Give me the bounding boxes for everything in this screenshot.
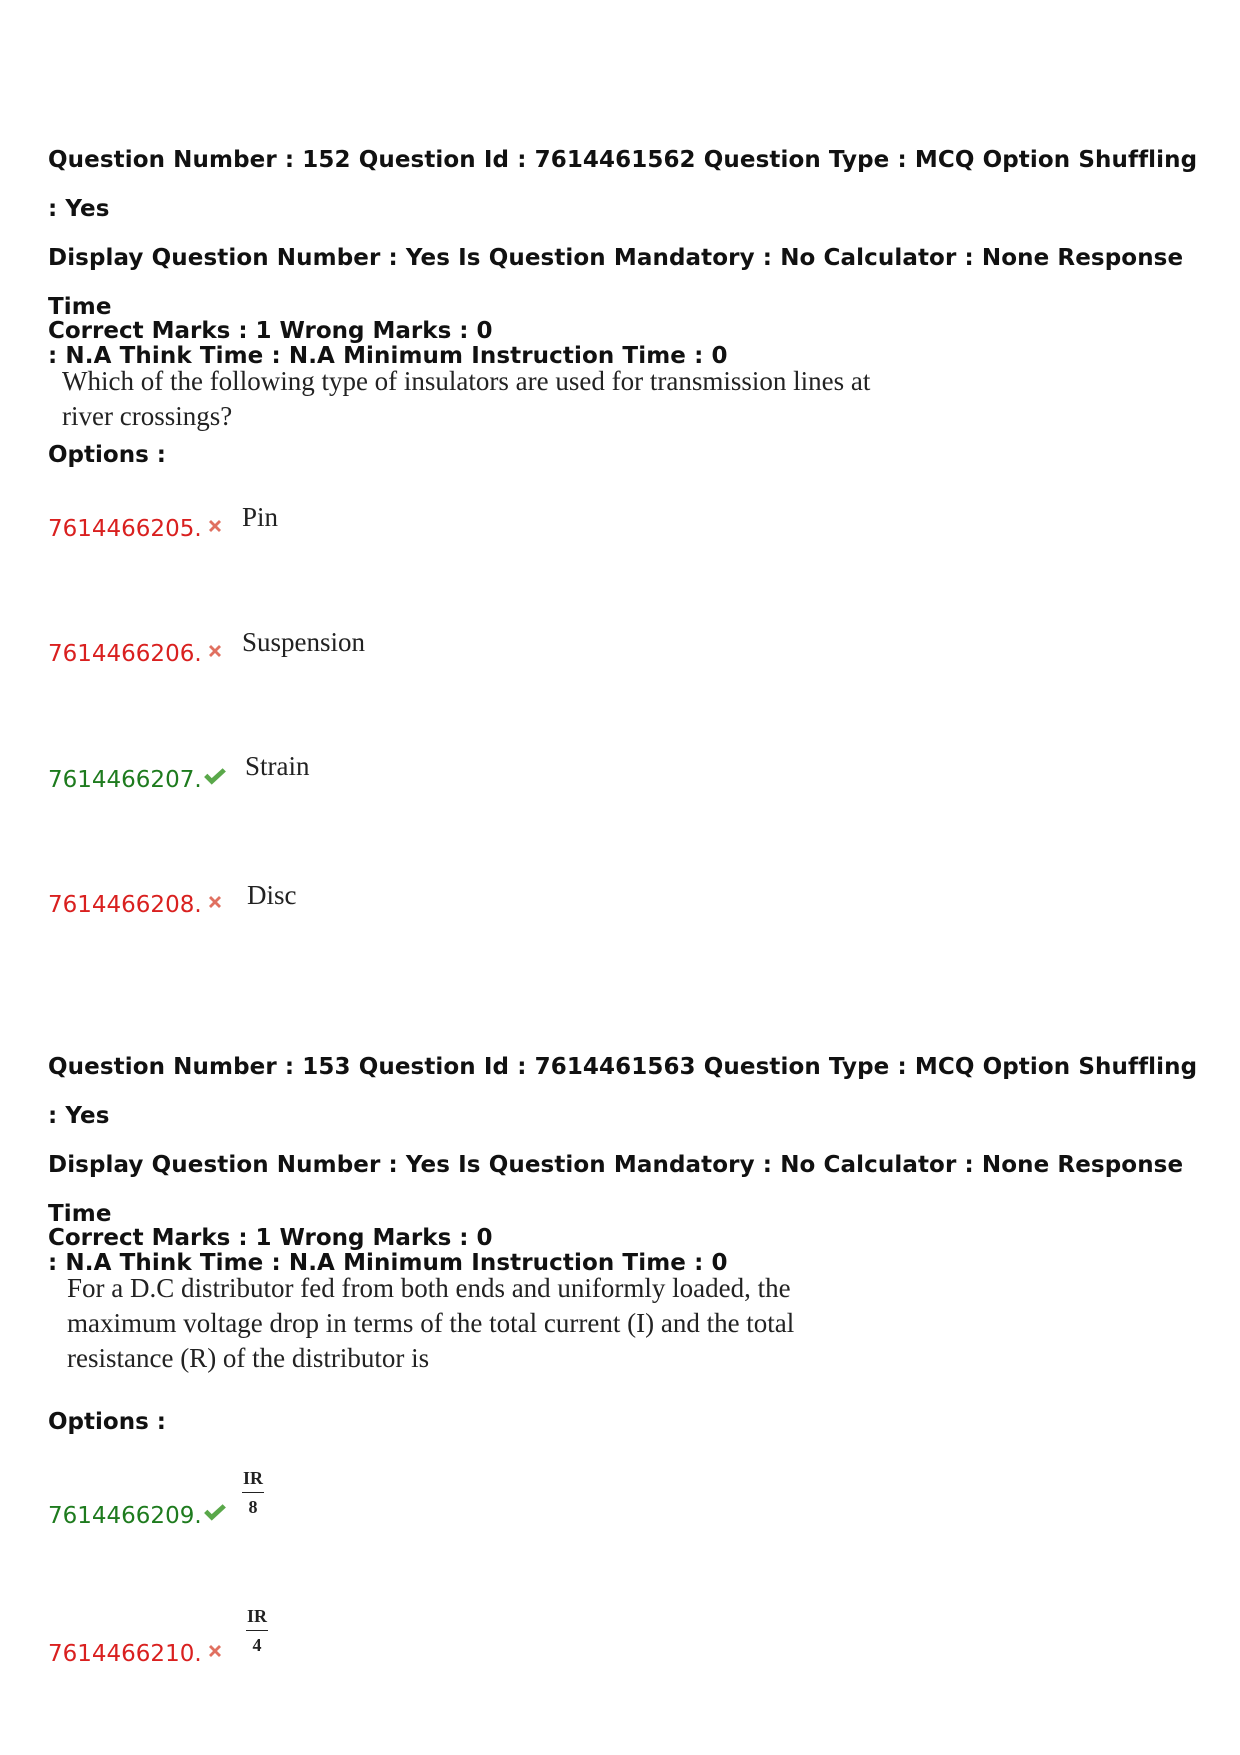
option-id: 7614466208.: [48, 892, 202, 918]
fraction-denominator: 8: [248, 1497, 258, 1517]
cross-icon: [206, 517, 224, 535]
option-fraction: [242, 1605, 272, 1656]
fraction-bar: [242, 1492, 264, 1493]
option-item: [48, 502, 648, 574]
option-id: 7614466205.: [48, 516, 202, 542]
question-meta-line: Question Number : 153 Question Id : 7614461563 Question Type : MCQ Option Shuffling : Yes: [48, 1054, 1198, 1129]
marks-info: Correct Marks : 1 Wrong Marks : 0: [48, 1225, 493, 1251]
option-text: Suspension: [242, 627, 366, 657]
fraction-numerator: IR: [246, 1606, 267, 1626]
option-item: [48, 880, 648, 950]
cross-icon: [206, 893, 224, 911]
question-meta-line: : N.A Think Time : N.A Minimum Instruction Time : 0: [48, 343, 728, 369]
option-item: [48, 1606, 648, 1699]
question-text: [67, 1271, 794, 1376]
option-text: Disc: [247, 880, 297, 910]
question-text-line: Which of the following type of insulators are used for transmission lines at: [62, 366, 871, 396]
option-id: 7614466209.: [48, 1503, 202, 1529]
fraction-numerator: IR: [242, 1468, 263, 1488]
option-id: 7614466206.: [48, 641, 202, 667]
question-block-153: [48, 1043, 1208, 1693]
fraction-denominator: 4: [252, 1635, 262, 1655]
question-meta-line: Display Question Number : Yes Is Question Mandatory : No Calculator : None Response Time: [48, 245, 1184, 320]
question-text-line: resistance (R) of the distributor is: [67, 1343, 430, 1373]
option-item: [48, 751, 648, 825]
option-id: 7614466210.: [48, 1641, 202, 1667]
cross-icon: [206, 642, 224, 660]
option-text: Strain: [245, 751, 310, 781]
question-text-line: maximum voltage drop in terms of the total current (I) and the total: [67, 1308, 795, 1338]
question-meta-line: Question Number : 152 Question Id : 7614461562 Question Type : MCQ Option Shuffling : Yes: [48, 147, 1198, 222]
question-text: [62, 364, 870, 434]
question-meta-line: : N.A Think Time : N.A Minimum Instruction Time : 0: [48, 1250, 728, 1276]
option-text: Pin: [242, 502, 279, 532]
option-fraction: [238, 1467, 268, 1518]
question-meta-line: Display Question Number : Yes Is Question Mandatory : No Calculator : None Response Time: [48, 1152, 1184, 1227]
option-item: [48, 627, 648, 699]
question-text-line: For a D.C distributor fed from both ends and uniformly loaded, the: [67, 1273, 791, 1303]
option-id: 7614466207.: [48, 767, 202, 793]
cross-icon: [206, 1642, 224, 1660]
question-text-line: river crossings?: [62, 401, 233, 431]
question-block-152: [48, 136, 1208, 956]
check-icon: [203, 767, 227, 787]
option-item: [48, 1468, 648, 1561]
check-icon: [203, 1503, 227, 1523]
marks-info: Correct Marks : 1 Wrong Marks : 0: [48, 318, 493, 344]
options-label: Options :: [48, 1409, 166, 1435]
options-label: Options :: [48, 442, 166, 468]
fraction-bar: [246, 1630, 268, 1631]
